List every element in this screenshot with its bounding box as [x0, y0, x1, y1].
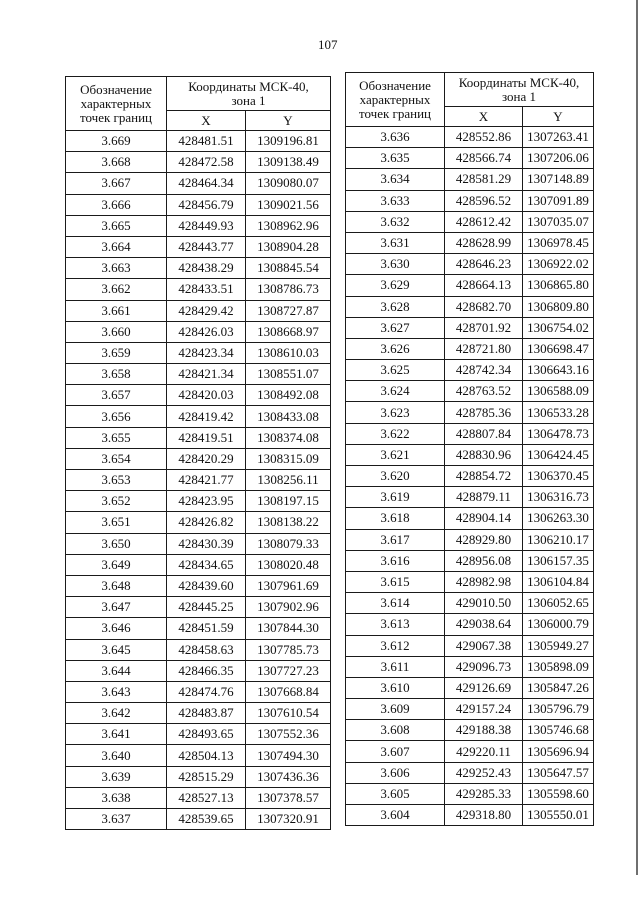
- x-coordinate-cell: 428929.80: [445, 529, 523, 550]
- x-coordinate-cell: 428439.60: [167, 575, 246, 596]
- x-coordinate-cell: 428443.77: [167, 236, 246, 257]
- table-row: [66, 554, 331, 575]
- y-coordinate-cell: 1307961.69: [246, 575, 331, 596]
- x-coordinate-cell: 428423.34: [167, 342, 246, 363]
- y-coordinate-cell: 1305847.26: [523, 677, 594, 698]
- coordinate-system-header: Координаты МСК-40, зона 1: [445, 73, 594, 107]
- x-coordinate-cell: 428721.80: [445, 338, 523, 359]
- table-row: [66, 809, 331, 830]
- x-coordinate-cell: 428566.74: [445, 148, 523, 169]
- table-header-row: [66, 77, 331, 111]
- table-row: [66, 236, 331, 257]
- point-id-cell: 3.610: [346, 677, 445, 698]
- point-id-cell: 3.615: [346, 571, 445, 592]
- table-row: [66, 364, 331, 385]
- x-coordinate-cell: 428904.14: [445, 508, 523, 529]
- y-coordinate-cell: 1306978.45: [523, 232, 594, 253]
- table-row: [346, 571, 594, 592]
- coordinate-system-header: Координаты МСК-40, зона 1: [167, 77, 331, 111]
- point-id-cell: 3.641: [66, 724, 167, 745]
- point-id-cell: 3.611: [346, 656, 445, 677]
- y-coordinate-cell: 1306809.80: [523, 296, 594, 317]
- table-row: [346, 317, 594, 338]
- point-id-cell: 3.604: [346, 805, 445, 826]
- y-coordinate-cell: 1308079.33: [246, 533, 331, 554]
- table-row: [66, 173, 331, 194]
- x-coordinate-cell: 428466.35: [167, 660, 246, 681]
- table-row: [346, 783, 594, 804]
- x-coordinate-cell: 428612.42: [445, 211, 523, 232]
- x-coordinate-cell: 428596.52: [445, 190, 523, 211]
- point-id-cell: 3.668: [66, 152, 167, 173]
- table-row: [66, 533, 331, 554]
- point-id-cell: 3.659: [66, 342, 167, 363]
- y-coordinate-cell: 1306424.45: [523, 444, 594, 465]
- table-row: [346, 593, 594, 614]
- point-id-cell: 3.655: [66, 427, 167, 448]
- y-coordinate-cell: 1306370.45: [523, 466, 594, 487]
- x-coordinate-cell: 428527.13: [167, 787, 246, 808]
- table-row: [346, 275, 594, 296]
- point-id-cell: 3.654: [66, 448, 167, 469]
- y-coordinate-cell: 1307552.36: [246, 724, 331, 745]
- table-body: [66, 131, 331, 830]
- point-id-cell: 3.663: [66, 258, 167, 279]
- y-coordinate-cell: 1307902.96: [246, 597, 331, 618]
- y-coordinate-cell: 1308197.15: [246, 491, 331, 512]
- x-coordinate-cell: 428763.52: [445, 381, 523, 402]
- table-row: [66, 660, 331, 681]
- table-row: [346, 232, 594, 253]
- y-coordinate-cell: 1306210.17: [523, 529, 594, 550]
- y-coordinate-cell: 1308786.73: [246, 279, 331, 300]
- table-row: [346, 296, 594, 317]
- point-id-cell: 3.637: [66, 809, 167, 830]
- y-coordinate-cell: 1309080.07: [246, 173, 331, 194]
- point-id-cell: 3.625: [346, 360, 445, 381]
- point-id-cell: 3.608: [346, 720, 445, 741]
- point-id-cell: 3.653: [66, 470, 167, 491]
- x-coordinate-cell: 428433.51: [167, 279, 246, 300]
- x-coordinate-cell: 428438.29: [167, 258, 246, 279]
- point-id-cell: 3.658: [66, 364, 167, 385]
- y-coordinate-cell: 1305696.94: [523, 741, 594, 762]
- point-id-cell: 3.631: [346, 232, 445, 253]
- y-coordinate-cell: 1307206.06: [523, 148, 594, 169]
- x-coordinate-cell: 428785.36: [445, 402, 523, 423]
- point-id-cell: 3.635: [346, 148, 445, 169]
- x-coordinate-cell: 428451.59: [167, 618, 246, 639]
- y-coordinate-cell: 1306754.02: [523, 317, 594, 338]
- y-coordinate-cell: 1305796.79: [523, 699, 594, 720]
- point-id-cell: 3.605: [346, 783, 445, 804]
- point-id-cell: 3.627: [346, 317, 445, 338]
- table-row: [346, 444, 594, 465]
- y-coordinate-cell: 1307091.89: [523, 190, 594, 211]
- x-coordinate-cell: 428646.23: [445, 254, 523, 275]
- table-row: [346, 254, 594, 275]
- table-row: [66, 787, 331, 808]
- y-coordinate-cell: 1306157.35: [523, 550, 594, 571]
- y-coordinate-cell: 1307320.91: [246, 809, 331, 830]
- x-coordinate-cell: 429038.64: [445, 614, 523, 635]
- point-id-cell: 3.647: [66, 597, 167, 618]
- table-row: [346, 190, 594, 211]
- x-coordinate-cell: 428456.79: [167, 194, 246, 215]
- y-coordinate-cell: 1305746.68: [523, 720, 594, 741]
- y-coordinate-cell: 1307436.36: [246, 766, 331, 787]
- table-row: [66, 321, 331, 342]
- point-id-cell: 3.623: [346, 402, 445, 423]
- table-row: [346, 529, 594, 550]
- point-id-cell: 3.662: [66, 279, 167, 300]
- table-row: [346, 487, 594, 508]
- y-coordinate-cell: 1306052.65: [523, 593, 594, 614]
- table-row: [346, 423, 594, 444]
- y-coordinate-cell: 1306865.80: [523, 275, 594, 296]
- table-row: [346, 148, 594, 169]
- y-coordinate-cell: 1308668.97: [246, 321, 331, 342]
- x-coordinate-cell: 428628.99: [445, 232, 523, 253]
- point-id-cell: 3.607: [346, 741, 445, 762]
- y-coordinate-cell: 1306698.47: [523, 338, 594, 359]
- point-id-cell: 3.649: [66, 554, 167, 575]
- x-coordinate-cell: 428423.95: [167, 491, 246, 512]
- y-coordinate-cell: 1308315.09: [246, 448, 331, 469]
- table-row: [346, 635, 594, 656]
- point-id-cell: 3.624: [346, 381, 445, 402]
- page-number: 107: [318, 37, 338, 52]
- x-coordinate-cell: 428429.42: [167, 300, 246, 321]
- y-coordinate-cell: 1308492.08: [246, 385, 331, 406]
- y-coordinate-cell: 1309138.49: [246, 152, 331, 173]
- y-coordinate-cell: 1309196.81: [246, 131, 331, 152]
- point-id-cell: 3.616: [346, 550, 445, 571]
- point-id-cell: 3.619: [346, 487, 445, 508]
- y-coordinate-cell: 1309021.56: [246, 194, 331, 215]
- table-row: [346, 169, 594, 190]
- table-row: [66, 279, 331, 300]
- coordinates-table-right: [345, 72, 594, 826]
- y-coordinate-cell: 1306533.28: [523, 402, 594, 423]
- table-row: [346, 741, 594, 762]
- x-coordinate-cell: 428472.58: [167, 152, 246, 173]
- table-row: [66, 406, 331, 427]
- table-row: [66, 194, 331, 215]
- y-coordinate-cell: 1306104.84: [523, 571, 594, 592]
- x-coordinate-cell: 429285.33: [445, 783, 523, 804]
- table-row: [66, 448, 331, 469]
- y-coordinate-cell: 1306263.30: [523, 508, 594, 529]
- x-coordinate-cell: 428854.72: [445, 466, 523, 487]
- x-coordinate-cell: 428474.76: [167, 681, 246, 702]
- point-id-cell: 3.664: [66, 236, 167, 257]
- y-coordinate-cell: 1306478.73: [523, 423, 594, 444]
- x-coordinate-cell: 428504.13: [167, 745, 246, 766]
- x-coordinate-cell: 428493.65: [167, 724, 246, 745]
- y-coordinate-cell: 1306588.09: [523, 381, 594, 402]
- y-coordinate-cell: 1307727.23: [246, 660, 331, 681]
- table-row: [346, 338, 594, 359]
- point-id-cell: 3.620: [346, 466, 445, 487]
- x-coordinate-cell: 428539.65: [167, 809, 246, 830]
- table-row: [346, 466, 594, 487]
- x-coordinate-cell: 428552.86: [445, 127, 523, 148]
- y-coordinate-cell: 1308904.28: [246, 236, 331, 257]
- point-label-header: Обозначение характерных точек границ: [66, 77, 167, 131]
- x-coordinate-cell: 428426.82: [167, 512, 246, 533]
- table-row: [346, 381, 594, 402]
- y-coordinate-cell: 1307035.07: [523, 211, 594, 232]
- x-coordinate-cell: 429157.24: [445, 699, 523, 720]
- table-row: [66, 618, 331, 639]
- point-id-cell: 3.665: [66, 215, 167, 236]
- table-row: [346, 762, 594, 783]
- table-row: [66, 724, 331, 745]
- point-id-cell: 3.629: [346, 275, 445, 296]
- table-row: [66, 427, 331, 448]
- table-row: [346, 550, 594, 571]
- x-coordinate-cell: 428464.34: [167, 173, 246, 194]
- x-coordinate-cell: 428982.98: [445, 571, 523, 592]
- table-row: [346, 508, 594, 529]
- x-coordinate-cell: 428956.08: [445, 550, 523, 571]
- point-label-header: Обозначение характерных точек границ: [346, 73, 445, 127]
- x-coordinate-cell: 429318.80: [445, 805, 523, 826]
- x-coordinate-cell: 428434.65: [167, 554, 246, 575]
- table-row: [66, 745, 331, 766]
- point-id-cell: 3.606: [346, 762, 445, 783]
- table-row: [346, 699, 594, 720]
- y-coordinate-cell: 1308374.08: [246, 427, 331, 448]
- table-row: [346, 127, 594, 148]
- x-coordinate-cell: 428421.77: [167, 470, 246, 491]
- y-coordinate-cell: 1308433.08: [246, 406, 331, 427]
- point-id-cell: 3.640: [66, 745, 167, 766]
- y-coordinate-cell: 1307378.57: [246, 787, 331, 808]
- point-id-cell: 3.669: [66, 131, 167, 152]
- y-coordinate-cell: 1305647.57: [523, 762, 594, 783]
- y-coordinate-cell: 1308256.11: [246, 470, 331, 491]
- x-coordinate-cell: 428420.29: [167, 448, 246, 469]
- table-row: [346, 656, 594, 677]
- point-id-cell: 3.646: [66, 618, 167, 639]
- table-row: [66, 491, 331, 512]
- x-coordinate-cell: 428419.51: [167, 427, 246, 448]
- x-coordinate-cell: 428701.92: [445, 317, 523, 338]
- y-coordinate-cell: 1308610.03: [246, 342, 331, 363]
- x-column-header: X: [167, 111, 246, 131]
- y-coordinate-cell: 1307148.89: [523, 169, 594, 190]
- y-coordinate-cell: 1307494.30: [246, 745, 331, 766]
- point-id-cell: 3.638: [66, 787, 167, 808]
- table-row: [346, 360, 594, 381]
- x-coordinate-cell: 428742.34: [445, 360, 523, 381]
- x-coordinate-cell: 428449.93: [167, 215, 246, 236]
- point-id-cell: 3.660: [66, 321, 167, 342]
- x-coordinate-cell: 428430.39: [167, 533, 246, 554]
- point-id-cell: 3.642: [66, 703, 167, 724]
- y-coordinate-cell: 1306000.79: [523, 614, 594, 635]
- x-coordinate-cell: 429188.38: [445, 720, 523, 741]
- table-row: [66, 597, 331, 618]
- table-row: [66, 512, 331, 533]
- point-id-cell: 3.639: [66, 766, 167, 787]
- table-row: [66, 152, 331, 173]
- y-coordinate-cell: 1305949.27: [523, 635, 594, 656]
- table-row: [66, 703, 331, 724]
- x-coordinate-cell: 429010.50: [445, 593, 523, 614]
- table-row: [66, 639, 331, 660]
- y-coordinate-cell: 1308962.96: [246, 215, 331, 236]
- point-id-cell: 3.652: [66, 491, 167, 512]
- x-coordinate-cell: 428420.03: [167, 385, 246, 406]
- x-coordinate-cell: 428483.87: [167, 703, 246, 724]
- table-row: [346, 211, 594, 232]
- y-coordinate-cell: 1306316.73: [523, 487, 594, 508]
- table-body: [346, 127, 594, 826]
- point-id-cell: 3.622: [346, 423, 445, 444]
- table-row: [66, 131, 331, 152]
- table-row: [66, 681, 331, 702]
- table-row: [346, 614, 594, 635]
- x-coordinate-cell: 429067.38: [445, 635, 523, 656]
- y-coordinate-cell: 1307844.30: [246, 618, 331, 639]
- table-header-row: [346, 73, 594, 107]
- point-id-cell: 3.633: [346, 190, 445, 211]
- x-coordinate-cell: 429096.73: [445, 656, 523, 677]
- x-coordinate-cell: 428879.11: [445, 487, 523, 508]
- x-coordinate-cell: 429126.69: [445, 677, 523, 698]
- table-row: [66, 215, 331, 236]
- y-coordinate-cell: 1308727.87: [246, 300, 331, 321]
- y-column-header: Y: [523, 107, 594, 127]
- point-id-cell: 3.644: [66, 660, 167, 681]
- table-row: [346, 677, 594, 698]
- x-coordinate-cell: 428830.96: [445, 444, 523, 465]
- x-coordinate-cell: 429252.43: [445, 762, 523, 783]
- point-id-cell: 3.628: [346, 296, 445, 317]
- x-coordinate-cell: 428664.13: [445, 275, 523, 296]
- table-row: [346, 805, 594, 826]
- y-coordinate-cell: 1307785.73: [246, 639, 331, 660]
- point-id-cell: 3.643: [66, 681, 167, 702]
- table-row: [66, 470, 331, 491]
- x-coordinate-cell: 428458.63: [167, 639, 246, 660]
- y-coordinate-cell: 1306922.02: [523, 254, 594, 275]
- x-column-header: X: [445, 107, 523, 127]
- x-coordinate-cell: 428426.03: [167, 321, 246, 342]
- point-id-cell: 3.609: [346, 699, 445, 720]
- y-column-header: Y: [246, 111, 331, 131]
- x-coordinate-cell: 428419.42: [167, 406, 246, 427]
- point-id-cell: 3.667: [66, 173, 167, 194]
- point-id-cell: 3.632: [346, 211, 445, 232]
- point-id-cell: 3.634: [346, 169, 445, 190]
- x-coordinate-cell: 428682.70: [445, 296, 523, 317]
- point-id-cell: 3.648: [66, 575, 167, 596]
- point-id-cell: 3.618: [346, 508, 445, 529]
- y-coordinate-cell: 1308551.07: [246, 364, 331, 385]
- table-row: [66, 766, 331, 787]
- point-id-cell: 3.650: [66, 533, 167, 554]
- x-coordinate-cell: 428515.29: [167, 766, 246, 787]
- point-id-cell: 3.645: [66, 639, 167, 660]
- point-id-cell: 3.656: [66, 406, 167, 427]
- point-id-cell: 3.621: [346, 444, 445, 465]
- table-row: [66, 258, 331, 279]
- table-row: [66, 385, 331, 406]
- y-coordinate-cell: 1305598.60: [523, 783, 594, 804]
- y-coordinate-cell: 1307668.84: [246, 681, 331, 702]
- y-coordinate-cell: 1308845.54: [246, 258, 331, 279]
- point-id-cell: 3.666: [66, 194, 167, 215]
- x-coordinate-cell: 428445.25: [167, 597, 246, 618]
- table-row: [66, 575, 331, 596]
- point-id-cell: 3.651: [66, 512, 167, 533]
- table-row: [66, 300, 331, 321]
- x-coordinate-cell: 428807.84: [445, 423, 523, 444]
- coordinates-table-left: [65, 76, 331, 830]
- y-coordinate-cell: 1308020.48: [246, 554, 331, 575]
- y-coordinate-cell: 1305898.09: [523, 656, 594, 677]
- y-coordinate-cell: 1308138.22: [246, 512, 331, 533]
- point-id-cell: 3.613: [346, 614, 445, 635]
- point-id-cell: 3.657: [66, 385, 167, 406]
- point-id-cell: 3.636: [346, 127, 445, 148]
- table-row: [346, 402, 594, 423]
- y-coordinate-cell: 1307263.41: [523, 127, 594, 148]
- scan-edge: [636, 0, 638, 875]
- point-id-cell: 3.612: [346, 635, 445, 656]
- x-coordinate-cell: 428581.29: [445, 169, 523, 190]
- point-id-cell: 3.617: [346, 529, 445, 550]
- table-row: [346, 720, 594, 741]
- point-id-cell: 3.630: [346, 254, 445, 275]
- x-coordinate-cell: 428421.34: [167, 364, 246, 385]
- point-id-cell: 3.626: [346, 338, 445, 359]
- x-coordinate-cell: 428481.51: [167, 131, 246, 152]
- table-row: [66, 342, 331, 363]
- y-coordinate-cell: 1305550.01: [523, 805, 594, 826]
- point-id-cell: 3.661: [66, 300, 167, 321]
- point-id-cell: 3.614: [346, 593, 445, 614]
- y-coordinate-cell: 1307610.54: [246, 703, 331, 724]
- x-coordinate-cell: 429220.11: [445, 741, 523, 762]
- y-coordinate-cell: 1306643.16: [523, 360, 594, 381]
